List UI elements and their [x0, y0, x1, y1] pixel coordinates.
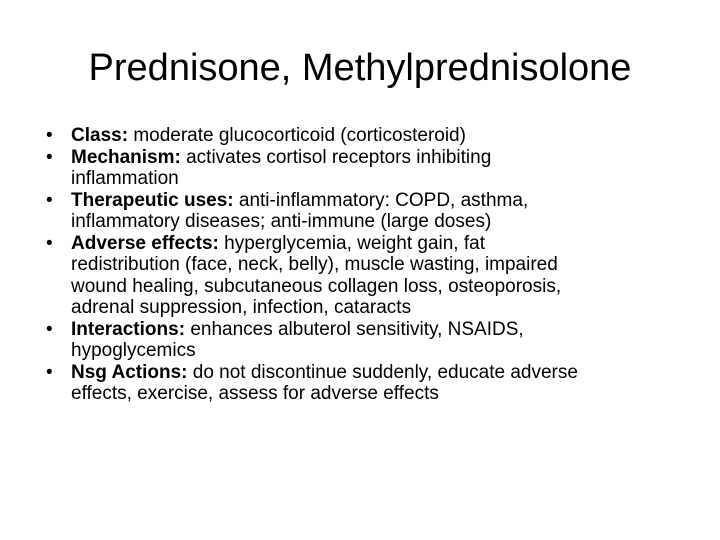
bullet-text: anti-inflammatory: COPD, asthma, [238, 189, 529, 211]
bullet-dot-icon: • [46, 318, 53, 340]
bullet-list [46, 125, 686, 405]
bullet-label: Nsg Actions: [71, 361, 188, 383]
bullet-line [71, 362, 686, 384]
bullet-line [71, 233, 686, 255]
bullet-text: activates cortisol receptors inhibiting [186, 146, 492, 168]
bullet-dot-icon: • [46, 125, 53, 146]
bullet-line: hypoglycemics [71, 340, 196, 361]
bullet-line: inflammation [71, 168, 179, 189]
bullet-interactions [46, 319, 686, 362]
bullet-dot-icon: • [46, 189, 53, 211]
bullet-label: Mechanism: [71, 146, 181, 168]
bullet-text: do not discontinue suddenly, educate adverse [192, 361, 578, 383]
bullet-dot-icon: • [46, 361, 53, 383]
slide-title: Prednisone, Methylprednisolone [88, 47, 632, 89]
bullet-line: redistribution (face, neck, belly), muscle wasting, impaired [71, 254, 558, 275]
bullet-dot-icon: • [46, 146, 53, 168]
bullet-line: effects, exercise, assess for adverse effects [71, 383, 439, 404]
bullet-nsg-actions [46, 362, 686, 405]
bullet-adverse-effects [46, 233, 686, 319]
bullet-line: adrenal suppression, infection, cataracts [71, 297, 412, 318]
bullet-therapeutic-uses [46, 190, 686, 233]
bullet-label: Interactions: [71, 318, 186, 340]
bullet-label: Adverse effects: [71, 232, 219, 254]
bullet-text: enhances albuterol sensitivity, NSAIDS, [190, 318, 524, 340]
bullet-line [71, 147, 686, 169]
bullet-line: wound healing, subcutaneous collagen loss, osteoporosis, [71, 275, 562, 297]
bullet-dot-icon: • [46, 232, 53, 254]
bullet-label: Therapeutic uses: [71, 189, 234, 211]
bullet-line [71, 190, 686, 212]
bullet-line [71, 125, 686, 147]
bullet-label: Class: [71, 125, 129, 146]
bullet-class [46, 125, 686, 147]
bullet-line [71, 319, 686, 341]
bullet-mechanism [46, 147, 686, 190]
bullet-text: hyperglycemia, weight gain, fat [224, 232, 485, 254]
bullet-text: moderate glucocorticoid (corticosteroid) [133, 125, 466, 146]
bullet-line: inflammatory diseases; anti-immune (large doses) [71, 211, 492, 232]
